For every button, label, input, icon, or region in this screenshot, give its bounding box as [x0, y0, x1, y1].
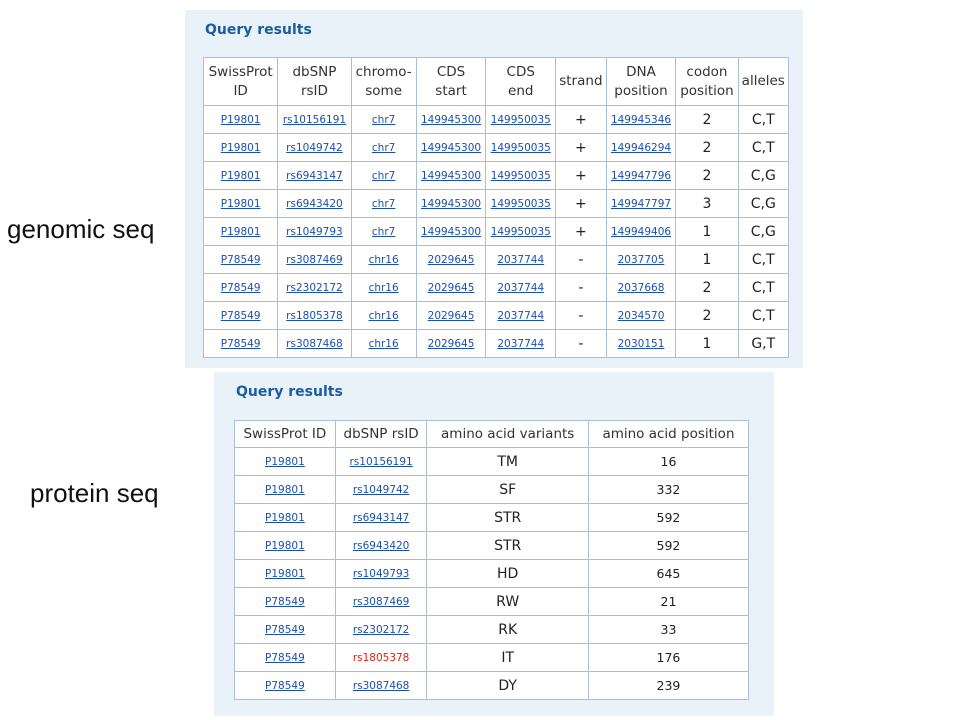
genomic-cell-cds-end	[486, 106, 556, 134]
protein-cell-dbsnp-rsid	[335, 588, 427, 616]
genomic-cell-codon-position: 1	[676, 246, 738, 274]
chromo-some-link[interactable]: chr16	[368, 281, 399, 294]
protein-seq-label: protein seq	[30, 478, 159, 508]
genomic-cell-swissprot-id	[204, 274, 278, 302]
chromo-some-link[interactable]: chr7	[371, 113, 396, 126]
swissprot-id-link[interactable]: P19801	[220, 197, 261, 210]
genomic-cell-cds-start	[416, 330, 486, 358]
genomic-cell-cds-start	[416, 302, 486, 330]
chromo-some-link[interactable]: chr16	[368, 253, 399, 266]
genomic-cell-cds-end	[486, 246, 556, 274]
dbsnp-rsid-link[interactable]: rs3087468	[352, 679, 410, 692]
genomic-cell-strand: -	[556, 246, 607, 274]
genomic-cell-chromo-some	[351, 190, 416, 218]
genomic-col-strand: strand	[556, 58, 607, 106]
protein-cell-dbsnp-rsid	[335, 560, 427, 588]
genomic-col-cds-start: CDS start	[416, 58, 486, 106]
genomic-col-swissprot-id: SwissProt ID	[204, 58, 278, 106]
genomic-cell-dbsnp-rsid	[278, 162, 351, 190]
genomic-cell-cds-start	[416, 274, 486, 302]
genomic-cell-alleles: C,G	[738, 162, 788, 190]
protein-results-table	[234, 420, 749, 700]
genomic-cell-cds-end	[486, 274, 556, 302]
cds-start-link[interactable]: 149945300	[420, 113, 482, 126]
genomic-seq-label: genomic seq	[7, 214, 155, 244]
chromo-some-link[interactable]: chr7	[371, 225, 396, 238]
swissprot-id-link[interactable]: P78549	[220, 281, 261, 294]
table-row	[235, 532, 749, 560]
genomic-col-chromo-some: chromo- some	[351, 58, 416, 106]
dna-position-link[interactable]: 149945346	[610, 113, 672, 126]
swissprot-id-link[interactable]: P19801	[265, 539, 305, 552]
genomic-cell-dbsnp-rsid	[278, 274, 351, 302]
protein-cell-dbsnp-rsid	[335, 616, 427, 644]
swissprot-id-link[interactable]: P78549	[265, 679, 305, 692]
genomic-cell-cds-end	[486, 330, 556, 358]
cds-start-link[interactable]: 2029645	[427, 309, 475, 322]
dbsnp-rsid-link[interactable]: rs3087469	[286, 253, 343, 266]
protein-cell-dbsnp-rsid	[335, 476, 427, 504]
protein-cell-amino-acid-position: 645	[588, 560, 748, 588]
protein-cell-dbsnp-rsid	[335, 532, 427, 560]
protein-cell-swissprot-id	[235, 504, 336, 532]
cds-start-link[interactable]: 2029645	[427, 337, 475, 350]
protein-cell-swissprot-id	[235, 672, 336, 700]
protein-cell-amino-acid-variants: SF	[427, 476, 589, 504]
protein-col-swissprot-id: SwissProt ID	[235, 421, 336, 448]
genomic-cell-cds-start	[416, 190, 486, 218]
protein-cell-amino-acid-position: 592	[588, 532, 748, 560]
genomic-col-dbsnp-rsid: dbSNP rsID	[278, 58, 351, 106]
table-row	[204, 190, 789, 218]
chromo-some-link[interactable]: chr16	[368, 337, 399, 350]
genomic-cell-swissprot-id	[204, 246, 278, 274]
table-row	[204, 106, 789, 134]
cds-end-link[interactable]: 2037744	[497, 337, 545, 350]
dna-position-link[interactable]: 149947797	[610, 197, 672, 210]
genomic-cell-swissprot-id	[204, 190, 278, 218]
table-row	[204, 246, 789, 274]
genomic-cell-cds-start	[416, 162, 486, 190]
genomic-cell-alleles: C,G	[738, 218, 788, 246]
genomic-cell-alleles: C,T	[738, 302, 788, 330]
genomic-cell-chromo-some	[351, 162, 416, 190]
genomic-cell-dna-position	[606, 218, 676, 246]
protein-cell-amino-acid-variants: DY	[427, 672, 589, 700]
table-row	[204, 302, 789, 330]
protein-cell-swissprot-id	[235, 616, 336, 644]
genomic-header-row	[204, 58, 789, 106]
genomic-results-table	[203, 57, 789, 358]
genomic-cell-dna-position	[606, 274, 676, 302]
cds-start-link[interactable]: 149945300	[420, 169, 482, 182]
genomic-panel-title: Query results	[205, 22, 312, 38]
cds-start-link[interactable]: 149945300	[420, 141, 482, 154]
dbsnp-rsid-link[interactable]: rs10156191	[282, 113, 347, 126]
swissprot-id-link[interactable]: P19801	[265, 511, 305, 524]
dbsnp-rsid-link[interactable]: rs1805378	[286, 309, 343, 322]
genomic-cell-codon-position: 3	[676, 190, 738, 218]
genomic-col-cds-end: CDS end	[486, 58, 556, 106]
genomic-cell-codon-position: 1	[676, 218, 738, 246]
genomic-cell-chromo-some	[351, 218, 416, 246]
dna-position-link[interactable]: 2030151	[617, 337, 665, 350]
protein-cell-swissprot-id	[235, 448, 336, 476]
genomic-cell-alleles: C,T	[738, 274, 788, 302]
genomic-cell-cds-start	[416, 134, 486, 162]
table-row	[235, 616, 749, 644]
chromo-some-link[interactable]: chr7	[371, 141, 396, 154]
table-row	[204, 274, 789, 302]
protein-cell-amino-acid-variants: IT	[427, 644, 589, 672]
cds-end-link[interactable]: 2037744	[497, 309, 545, 322]
protein-col-amino-acid-variants: amino acid variants	[427, 421, 589, 448]
genomic-cell-cds-start	[416, 106, 486, 134]
dbsnp-rsid-link[interactable]: rs1049742	[286, 141, 343, 154]
genomic-cell-dbsnp-rsid	[278, 106, 351, 134]
protein-header-row	[235, 421, 749, 448]
table-row	[204, 134, 789, 162]
swissprot-id-link[interactable]: P19801	[220, 169, 261, 182]
dbsnp-rsid-link[interactable]: rs2302172	[286, 281, 343, 294]
table-row	[235, 504, 749, 532]
protein-cell-amino-acid-position: 16	[588, 448, 748, 476]
protein-cell-amino-acid-position: 592	[588, 504, 748, 532]
dna-position-link[interactable]: 149949406	[610, 225, 672, 238]
swissprot-id-link[interactable]: P19801	[220, 141, 261, 154]
genomic-cell-cds-end	[486, 218, 556, 246]
cds-end-link[interactable]: 149950035	[490, 197, 551, 210]
genomic-cell-dna-position	[606, 190, 676, 218]
swissprot-id-link[interactable]: P19801	[265, 455, 305, 468]
genomic-cell-swissprot-id	[204, 134, 278, 162]
protein-cell-swissprot-id	[235, 532, 336, 560]
dna-position-link[interactable]: 149947796	[610, 169, 672, 182]
dbsnp-rsid-link[interactable]: rs3087468	[286, 337, 343, 350]
cds-end-link[interactable]: 149950035	[490, 113, 551, 126]
cds-end-link[interactable]: 149950035	[490, 141, 551, 154]
genomic-col-dna-position: DNA position	[606, 58, 676, 106]
swissprot-id-link[interactable]: P19801	[265, 567, 305, 580]
genomic-cell-dna-position	[606, 302, 676, 330]
genomic-cell-cds-end	[486, 190, 556, 218]
dbsnp-rsid-link[interactable]: rs2302172	[352, 623, 410, 636]
genomic-cell-alleles: G,T	[738, 330, 788, 358]
protein-cell-amino-acid-variants: STR	[427, 532, 589, 560]
swissprot-id-link[interactable]: P78549	[265, 595, 305, 608]
genomic-cell-chromo-some	[351, 134, 416, 162]
genomic-cell-strand: +	[556, 106, 607, 134]
table-row	[235, 448, 749, 476]
protein-cell-amino-acid-position: 239	[588, 672, 748, 700]
table-row	[204, 330, 789, 358]
cds-end-link[interactable]: 149950035	[490, 225, 551, 238]
cds-start-link[interactable]: 2029645	[427, 281, 475, 294]
genomic-cell-chromo-some	[351, 274, 416, 302]
swissprot-id-link[interactable]: P78549	[220, 337, 261, 350]
dbsnp-rsid-link[interactable]: rs1805378	[352, 651, 410, 664]
cds-end-link[interactable]: 2037744	[497, 253, 545, 266]
genomic-cell-dbsnp-rsid	[278, 190, 351, 218]
swissprot-id-link[interactable]: P19801	[265, 483, 305, 496]
genomic-cell-codon-position: 2	[676, 162, 738, 190]
genomic-cell-cds-end	[486, 162, 556, 190]
dna-position-link[interactable]: 149946294	[610, 141, 672, 154]
swissprot-id-link[interactable]: P78549	[220, 253, 261, 266]
protein-cell-dbsnp-rsid	[335, 672, 427, 700]
genomic-cell-dbsnp-rsid	[278, 302, 351, 330]
protein-cell-amino-acid-variants: STR	[427, 504, 589, 532]
protein-cell-amino-acid-variants: HD	[427, 560, 589, 588]
genomic-cell-swissprot-id	[204, 106, 278, 134]
genomic-cell-dna-position	[606, 330, 676, 358]
swissprot-id-link[interactable]: P19801	[220, 225, 261, 238]
genomic-cell-codon-position: 2	[676, 302, 738, 330]
protein-col-dbsnp-rsid: dbSNP rsID	[335, 421, 427, 448]
genomic-cell-strand: +	[556, 190, 607, 218]
genomic-cell-dna-position	[606, 134, 676, 162]
genomic-cell-alleles: C,T	[738, 134, 788, 162]
cds-end-link[interactable]: 2037744	[497, 281, 545, 294]
dna-position-link[interactable]: 2034570	[617, 309, 665, 322]
genomic-cell-dbsnp-rsid	[278, 134, 351, 162]
genomic-cell-strand: -	[556, 330, 607, 358]
protein-cell-swissprot-id	[235, 560, 336, 588]
table-row	[204, 162, 789, 190]
cds-start-link[interactable]: 149945300	[420, 197, 482, 210]
genomic-cell-chromo-some	[351, 330, 416, 358]
genomic-cell-strand: -	[556, 302, 607, 330]
dbsnp-rsid-link[interactable]: rs6943147	[352, 511, 410, 524]
genomic-cell-strand: +	[556, 162, 607, 190]
dbsnp-rsid-link[interactable]: rs3087469	[352, 595, 410, 608]
genomic-cell-strand: -	[556, 274, 607, 302]
protein-cell-amino-acid-variants: RW	[427, 588, 589, 616]
genomic-cell-dna-position	[606, 106, 676, 134]
cds-start-link[interactable]: 149945300	[420, 225, 482, 238]
genomic-cell-chromo-some	[351, 106, 416, 134]
table-row	[235, 588, 749, 616]
dbsnp-rsid-link[interactable]: rs6943147	[286, 169, 343, 182]
protein-cell-dbsnp-rsid	[335, 504, 427, 532]
protein-query-results-panel	[214, 372, 774, 716]
protein-col-amino-acid-position: amino acid position	[588, 421, 748, 448]
dbsnp-rsid-link[interactable]: rs6943420	[286, 197, 343, 210]
genomic-cell-strand: +	[556, 218, 607, 246]
genomic-cell-codon-position: 1	[676, 330, 738, 358]
protein-cell-swissprot-id	[235, 588, 336, 616]
swissprot-id-link[interactable]: P19801	[220, 113, 261, 126]
genomic-cell-cds-end	[486, 134, 556, 162]
genomic-col-alleles: alleles	[738, 58, 788, 106]
protein-cell-amino-acid-position: 21	[588, 588, 748, 616]
genomic-cell-chromo-some	[351, 302, 416, 330]
swissprot-id-link[interactable]: P78549	[265, 623, 305, 636]
table-row	[235, 560, 749, 588]
genomic-cell-alleles: C,T	[738, 106, 788, 134]
genomic-cell-swissprot-id	[204, 162, 278, 190]
genomic-cell-codon-position: 2	[676, 106, 738, 134]
genomic-cell-strand: +	[556, 134, 607, 162]
cds-start-link[interactable]: 2029645	[427, 253, 475, 266]
protein-cell-amino-acid-variants: TM	[427, 448, 589, 476]
dna-position-link[interactable]: 2037705	[617, 253, 665, 266]
genomic-cell-chromo-some	[351, 246, 416, 274]
swissprot-id-link[interactable]: P78549	[265, 651, 305, 664]
genomic-cell-cds-start	[416, 246, 486, 274]
dna-position-link[interactable]: 2037668	[617, 281, 665, 294]
table-row	[235, 476, 749, 504]
protein-cell-amino-acid-variants: RK	[427, 616, 589, 644]
table-row	[235, 672, 749, 700]
dbsnp-rsid-link[interactable]: rs1049793	[352, 567, 410, 580]
genomic-cell-alleles: C,T	[738, 246, 788, 274]
dbsnp-rsid-link[interactable]: rs10156191	[349, 455, 413, 468]
chromo-some-link[interactable]: chr16	[368, 309, 399, 322]
protein-cell-amino-acid-position: 176	[588, 644, 748, 672]
genomic-cell-dbsnp-rsid	[278, 218, 351, 246]
genomic-cell-cds-start	[416, 218, 486, 246]
protein-cell-amino-acid-position: 332	[588, 476, 748, 504]
protein-panel-title: Query results	[236, 384, 343, 400]
protein-cell-dbsnp-rsid	[335, 448, 427, 476]
protein-cell-amino-acid-position: 33	[588, 616, 748, 644]
table-row	[204, 218, 789, 246]
genomic-query-results-panel	[185, 10, 803, 368]
protein-cell-swissprot-id	[235, 644, 336, 672]
dbsnp-rsid-link[interactable]: rs1049742	[352, 483, 410, 496]
dbsnp-rsid-link[interactable]: rs1049793	[286, 225, 343, 238]
chromo-some-link[interactable]: chr7	[371, 197, 396, 210]
genomic-cell-swissprot-id	[204, 302, 278, 330]
genomic-col-codon-position: codon position	[676, 58, 738, 106]
cds-end-link[interactable]: 149950035	[490, 169, 551, 182]
genomic-cell-swissprot-id	[204, 218, 278, 246]
genomic-cell-dna-position	[606, 246, 676, 274]
genomic-cell-dna-position	[606, 162, 676, 190]
genomic-cell-alleles: C,G	[738, 190, 788, 218]
protein-cell-swissprot-id	[235, 476, 336, 504]
protein-cell-dbsnp-rsid	[335, 644, 427, 672]
chromo-some-link[interactable]: chr7	[371, 169, 396, 182]
genomic-cell-codon-position: 2	[676, 274, 738, 302]
table-row	[235, 644, 749, 672]
genomic-cell-cds-end	[486, 302, 556, 330]
swissprot-id-link[interactable]: P78549	[220, 309, 261, 322]
genomic-cell-dbsnp-rsid	[278, 330, 351, 358]
dbsnp-rsid-link[interactable]: rs6943420	[352, 539, 410, 552]
genomic-cell-swissprot-id	[204, 330, 278, 358]
genomic-cell-dbsnp-rsid	[278, 246, 351, 274]
genomic-cell-codon-position: 2	[676, 134, 738, 162]
